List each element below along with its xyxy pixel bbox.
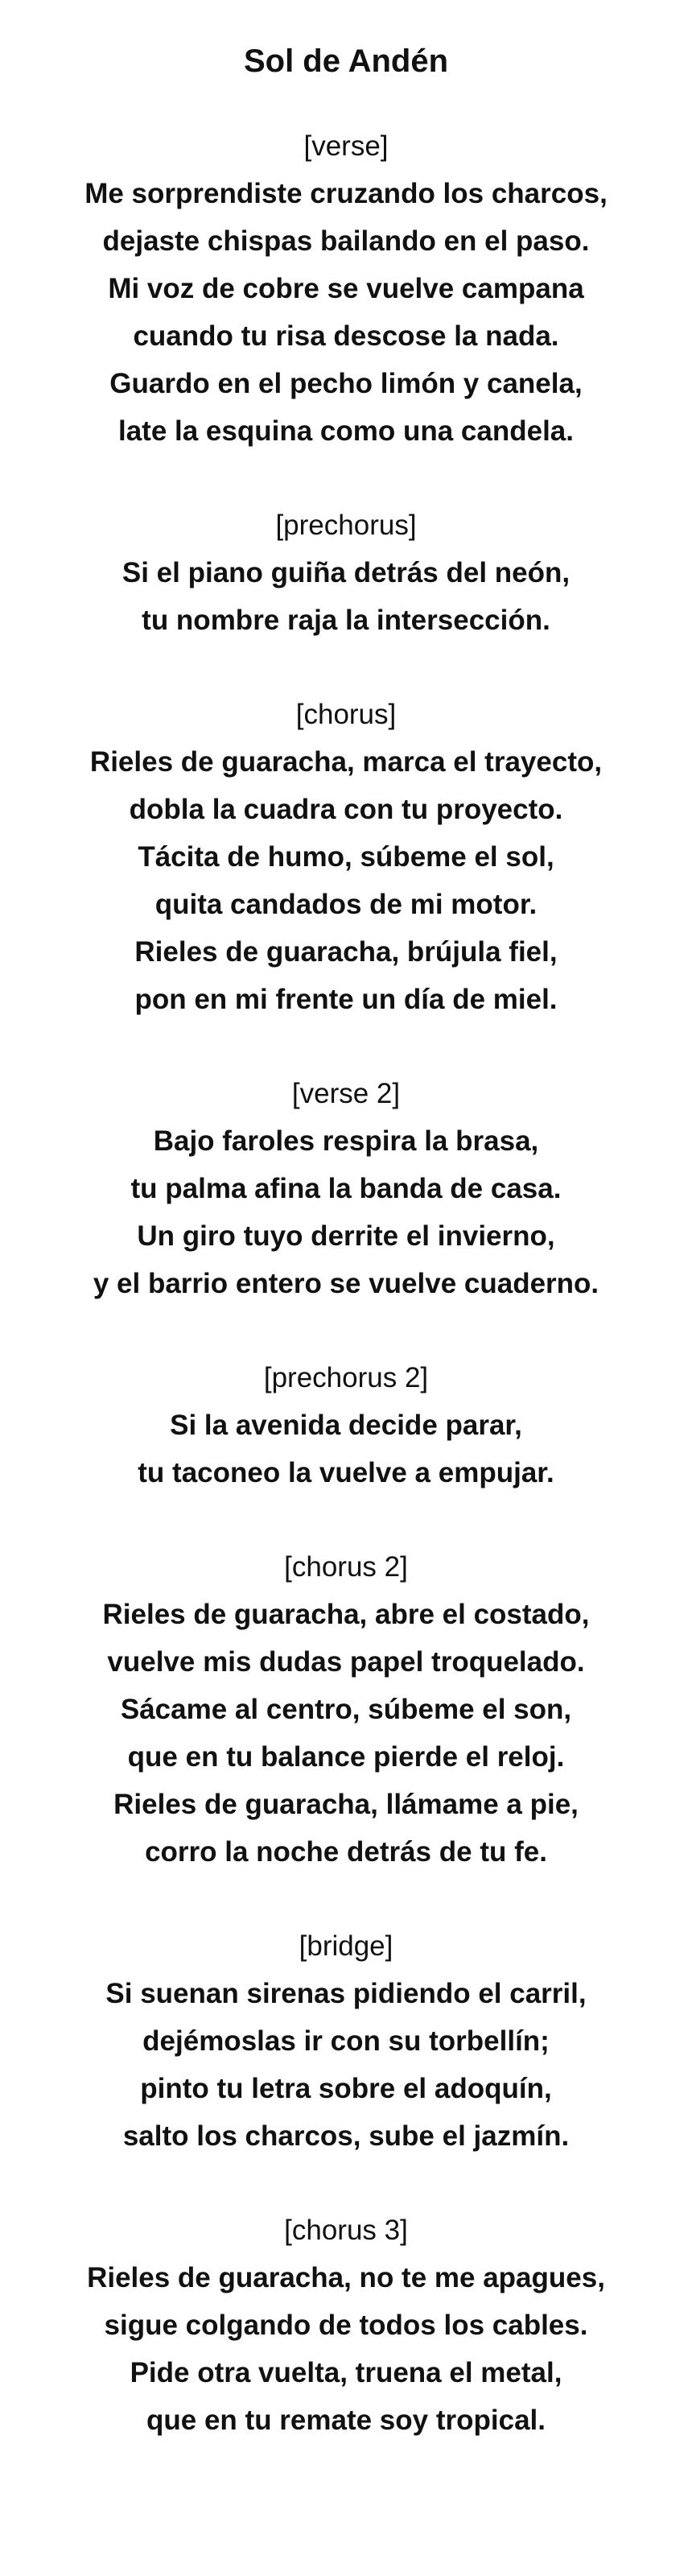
lyric-line: tu taconeo la vuelve a empujar.: [138, 1457, 554, 1488]
lyric-line: que en tu remate soy tropical.: [146, 2405, 546, 2436]
lyric-line: Tácita de humo, súbeme el sol,: [138, 841, 554, 873]
lyric-line: pinto tu letra sobre el adoquín,: [140, 2073, 552, 2104]
lyric-line: Bajo faroles respira la brasa,: [153, 1125, 539, 1157]
lyric-line: Sácame al centro, súbeme el son,: [120, 1694, 572, 1725]
lyric-line: Si la avenida decide parar,: [170, 1410, 522, 1441]
song-title: Sol de Andén: [243, 43, 449, 79]
section-header: [prechorus 2]: [263, 1362, 429, 1393]
lyric-line: dejémoslas ir con su torbellín;: [142, 2025, 550, 2057]
lyric-line: Rieles de guaracha, abre el costado,: [102, 1599, 590, 1630]
section-prechorus-2: [0, 1354, 692, 1496]
lyric-line: vuelve mis dudas papel troquelado.: [107, 1646, 585, 1678]
lyric-line: Un giro tuyo derrite el invierno,: [137, 1220, 555, 1252]
lyric-line: quita candados de mi motor.: [154, 889, 538, 920]
section-chorus-2: [0, 1543, 692, 1876]
lyric-line: Guardo en el pecho limón y canela,: [109, 368, 583, 399]
lyric-line: Si suenan sirenas pidiendo el carril,: [105, 1978, 587, 2009]
lyric-line: sigue colgando de todos los cables.: [104, 2310, 588, 2341]
section-header: [bridge]: [299, 1930, 393, 1962]
section-header: [chorus]: [295, 699, 397, 730]
lyric-line: Rieles de guaracha, no te me apagues,: [87, 2262, 605, 2293]
section-prechorus: [0, 502, 692, 644]
lyric-line: Pide otra vuelta, truena el metal,: [130, 2357, 562, 2388]
lyric-line: cuando tu risa descose la nada.: [133, 320, 559, 352]
lyric-line: late la esquina como una candela.: [117, 415, 574, 447]
lyric-line: dobla la cuadra con tu proyecto.: [129, 794, 563, 825]
section-chorus: [0, 691, 692, 1023]
section-header: [verse]: [303, 130, 389, 162]
lyric-line: pon en mi frente un día de miel.: [134, 984, 558, 1015]
lyric-line: Me sorprendiste cruzando los charcos,: [84, 178, 608, 209]
lyric-line: Rieles de guaracha, brújula fiel,: [134, 936, 558, 968]
lyric-line: Rieles de guaracha, marca el trayecto,: [89, 746, 603, 778]
lyric-line: Si el piano guiña detrás del neón,: [122, 557, 570, 588]
lyric-line: y el barrio entero se vuelve cuaderno.: [93, 1268, 599, 1299]
lyric-line: tu palma afina la banda de casa.: [130, 1173, 562, 1204]
section-verse: [0, 122, 692, 455]
section-bridge: [0, 1922, 692, 2160]
section-header: [chorus 2]: [284, 1551, 408, 1583]
lyric-line: salto los charcos, sube el jazmín.: [122, 2120, 570, 2152]
lyric-line: que en tu balance pierde el reloj.: [127, 1741, 565, 1773]
section-chorus-3: [0, 2207, 692, 2444]
section-verse-2: [0, 1070, 692, 1307]
lyric-line: Rieles de guaracha, llámame a pie,: [113, 1789, 579, 1820]
section-header: [verse 2]: [291, 1078, 401, 1109]
lyric-line: tu nombre raja la intersección.: [142, 605, 550, 636]
section-header: [prechorus]: [275, 510, 417, 541]
lyric-line: corro la noche detrás de tu fe.: [145, 1836, 547, 1868]
section-header: [chorus 3]: [284, 2215, 408, 2246]
lyric-line: Mi voz de cobre se vuelve campana: [108, 273, 584, 304]
lyric-line: dejaste chispas bailando en el paso.: [102, 225, 590, 257]
